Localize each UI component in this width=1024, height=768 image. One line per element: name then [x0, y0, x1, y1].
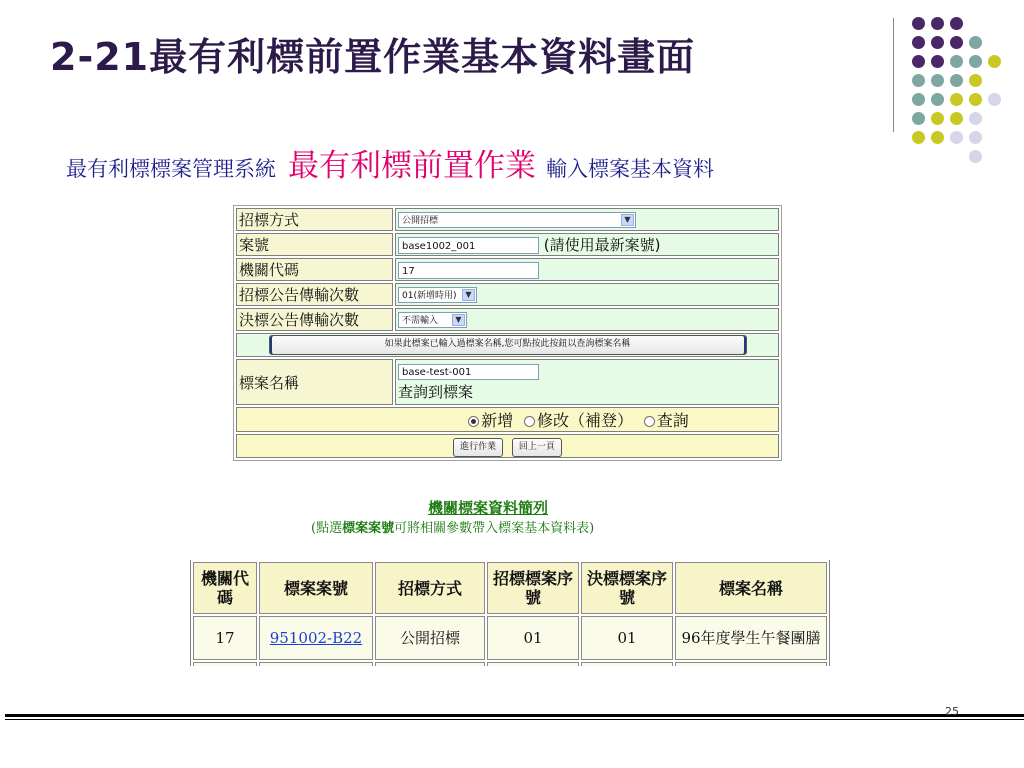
dot: [950, 17, 963, 30]
system-name: 最有利標標案管理系統: [66, 157, 276, 181]
dot: [950, 112, 963, 125]
tender-notice-count-value: 01(新增時用): [402, 291, 457, 301]
dot: [950, 93, 963, 106]
form-row-tender-notice-count: [236, 283, 779, 306]
mode-query-label: 查詢: [656, 411, 689, 430]
agency-code-input[interactable]: 17: [398, 262, 539, 279]
form-row-agency-code: [236, 258, 779, 281]
radio-icon[interactable]: [644, 416, 655, 427]
tender-method-label: 招標方式: [236, 208, 393, 231]
dot: [988, 55, 1001, 68]
back-button[interactable]: 回上一頁: [512, 438, 562, 457]
tender-notice-count-select[interactable]: [398, 287, 477, 303]
note-bold: 標案案號: [342, 521, 395, 536]
dot: [950, 36, 963, 49]
dot: [931, 93, 944, 106]
column-header: 招標標案序號: [487, 562, 579, 614]
empty-cell: [487, 662, 579, 666]
case-number-label: 案號: [236, 233, 393, 256]
footer-rule: [5, 714, 1024, 717]
form-row-mode: [236, 407, 779, 432]
radio-icon[interactable]: [524, 416, 535, 427]
dot: [931, 36, 944, 49]
note-prefix: (點選: [311, 521, 343, 536]
case-name-label: 標案名稱: [236, 359, 393, 405]
case-name-input[interactable]: base-test-001: [398, 364, 539, 380]
title-divider: [893, 18, 894, 132]
award-notice-count-select[interactable]: [398, 312, 467, 328]
dot: [931, 131, 944, 144]
dot: [969, 93, 982, 106]
column-header: 決標標案序號: [581, 562, 673, 614]
column-header: 招標方式: [375, 562, 485, 614]
award-seq-cell: 01: [581, 616, 673, 660]
case-number-hint: (請使用最新案號): [543, 236, 661, 254]
dot: [969, 112, 982, 125]
case-name-status: 查詢到標案: [398, 382, 474, 401]
submit-button[interactable]: 進行作業: [453, 438, 503, 457]
form-row-case-name: [236, 359, 779, 405]
empty-cell: [193, 662, 257, 666]
chevron-down-icon[interactable]: ▼: [452, 314, 465, 326]
slide-title: 2-21最有利標前置作業基本資料畫面: [50, 35, 696, 79]
query-case-name-button[interactable]: 如果此標案已輸入過標案名稱,您可點按此按鈕以查詢標案名稱: [269, 335, 747, 355]
dot: [931, 55, 944, 68]
agency-tender-table: [191, 560, 829, 666]
dot: [969, 36, 982, 49]
agency-tender-list-title[interactable]: 機關標案資料簡列: [428, 499, 549, 517]
mode-add-label: 新增: [481, 411, 514, 430]
tender-seq-cell: 01: [487, 616, 579, 660]
dot: [912, 112, 925, 125]
award-notice-count-value: 不需輸入: [402, 316, 439, 326]
agency-tender-list-note: [311, 517, 594, 536]
mode-option-query[interactable]: [644, 412, 695, 430]
chevron-down-icon[interactable]: ▼: [462, 289, 475, 301]
dot: [950, 55, 963, 68]
tender-notice-count-cell: [395, 283, 779, 306]
dot: [912, 131, 925, 144]
dot: [969, 131, 982, 144]
form-row-tender-method: [236, 208, 779, 231]
dot: [912, 36, 925, 49]
column-header: 標案名稱: [675, 562, 827, 614]
dot: [931, 74, 944, 87]
note-suffix: 可將相關參數帶入標案基本資料表): [394, 521, 595, 536]
dot: [988, 93, 1001, 106]
mode-option-add[interactable]: [468, 412, 519, 430]
case-name-cell: [395, 359, 779, 405]
award-notice-count-cell: [395, 308, 779, 331]
empty-cell: [675, 662, 827, 666]
mode-modify-label: 修改（補登）: [536, 411, 633, 430]
agency-code-label: 機關代碼: [236, 258, 393, 281]
table-header-row: [193, 562, 827, 614]
action-name: 輸入標案基本資料: [546, 157, 714, 181]
dot: [969, 55, 982, 68]
dot: [969, 74, 982, 87]
table-row: [193, 616, 827, 660]
dot: [912, 93, 925, 106]
case-number-input[interactable]: base1002_001: [398, 237, 539, 254]
mode-option-modify[interactable]: [524, 412, 639, 430]
dot: [950, 74, 963, 87]
case-number-cell: [259, 616, 373, 660]
tender-method-cell: [395, 208, 779, 231]
dot: [931, 112, 944, 125]
form-row-award-notice-count: [236, 308, 779, 331]
function-name: 最有利標前置作業: [288, 148, 536, 184]
dot: [931, 17, 944, 30]
chevron-down-icon[interactable]: ▼: [621, 214, 634, 226]
award-notice-count-label: 決標公告傳輸次數: [236, 308, 393, 331]
dot: [912, 55, 925, 68]
tender-notice-count-label: 招標公告傳輸次數: [236, 283, 393, 306]
radio-selected-icon[interactable]: [468, 416, 479, 427]
mode-cell: [236, 407, 779, 432]
tender-method-value: 公開招標: [402, 216, 439, 226]
form-row-query: [236, 333, 779, 357]
column-header: 機關代碼: [193, 562, 257, 614]
empty-cell: [581, 662, 673, 666]
form-row-actions: [236, 434, 779, 458]
agency-code-cell: 17: [193, 616, 257, 660]
form-row-case-number: [236, 233, 779, 256]
system-subtitle: [66, 140, 714, 185]
column-header: 標案案號: [259, 562, 373, 614]
tender-method-select[interactable]: [398, 212, 636, 228]
actions-cell: [236, 434, 779, 458]
empty-cell: [375, 662, 485, 666]
case-number-link[interactable]: 951002-B22: [269, 628, 363, 647]
tender-method-cell: 公開招標: [375, 616, 485, 660]
empty-cell: [259, 662, 373, 666]
dot: [912, 17, 925, 30]
basic-data-form: [233, 205, 782, 461]
dot: [912, 74, 925, 87]
case-number-cell: [395, 233, 779, 256]
dot: [969, 150, 982, 163]
query-cell: [236, 333, 779, 357]
dot: [950, 131, 963, 144]
agency-tender-list[interactable]: [190, 560, 830, 666]
page-number: 25: [945, 705, 959, 718]
case-name-cell: 96年度學生午餐團膳: [675, 616, 827, 660]
table-row: [193, 662, 827, 666]
footer-rule-thin: [5, 719, 1024, 720]
agency-code-cell: [395, 258, 779, 281]
